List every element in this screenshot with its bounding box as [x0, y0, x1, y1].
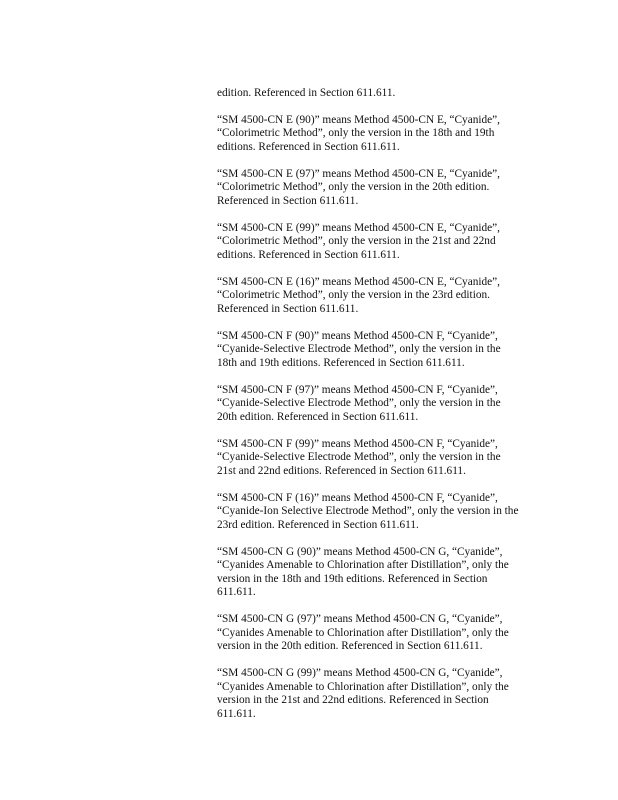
definition-sm-4500-cn-f-97: “SM 4500-CN F (97)” means Method 4500-CN F, “Cyanide”, “Cyanide-Selective Electrode Method”, only the version in the 20th edition. Referenced in Section 611.611. [217, 383, 501, 423]
definition-sm-4500-cn-g-97: “SM 4500-CN G (97)” means Method 4500-CN G, “Cyanide”, “Cyanides Amenable to Chlorination after Distillation”, only the version in the 20th edition. Referenced in Section 611.611. [217, 613, 509, 653]
definition-sm-4500-cn-f-99: “SM 4500-CN F (99)” means Method 4500-CN F, “Cyanide”, “Cyanide-Selective Electrode Method”, only the version in the 21st and 22nd editions. Referenced in Section 611.611. [217, 437, 501, 477]
definition-sm-4500-cn-e-90: “SM 4500-CN E (90)” means Method 4500-CN E, “Cyanide”, “Colorimetric Method”, only the version in the 18th and 19th editions. Referenced in Section 611.611. [217, 113, 500, 153]
definition-sm-4500-cn-g-99: “SM 4500-CN G (99)” means Method 4500-CN G, “Cyanide”, “Cyanides Amenable to Chlorination after Distillation”, only the version in the 21st and 22nd editions. Referenced in Section 611.611. [217, 667, 509, 720]
definition-sm-4500-cn-g-90: “SM 4500-CN G (90)” means Method 4500-CN G, “Cyanide”, “Cyanides Amenable to Chlorination after Distillation”, only the version in the 18th and 19th editions. Referenced in Section 611.611. [217, 545, 509, 599]
definition-sm-4500-cn-e-99: “SM 4500-CN E (99)” means Method 4500-CN E, “Cyanide”, “Colorimetric Method”, only the version in the 21st and 22nd editions. Referenced in Section 611.611. [217, 221, 500, 261]
document-body [217, 87, 543, 735]
paragraph-edition-continuation: edition. Referenced in Section 611.611. [217, 87, 396, 99]
definition-sm-4500-cn-f-16: “SM 4500-CN F (16)” means Method 4500-CN F, “Cyanide”, “Cyanide-Ion Selective Electrode Method”, only the version in the 23rd edition. Referenced in Section 611.611. [217, 491, 519, 531]
definition-sm-4500-cn-f-90: “SM 4500-CN F (90)” means Method 4500-CN F, “Cyanide”, “Cyanide-Selective Electrode Method”, only the version in the 18th and 19th editions. Referenced in Section 611.611. [217, 329, 501, 369]
definition-sm-4500-cn-e-16: “SM 4500-CN E (16)” means Method 4500-CN E, “Cyanide”, “Colorimetric Method”, only the version in the 23rd edition. Referenced in Section 611.611. [217, 275, 500, 315]
definition-sm-4500-cn-e-97: “SM 4500-CN E (97)” means Method 4500-CN E, “Cyanide”, “Colorimetric Method”, only the version in the 20th edition. Referenced in Section 611.611. [217, 167, 500, 207]
